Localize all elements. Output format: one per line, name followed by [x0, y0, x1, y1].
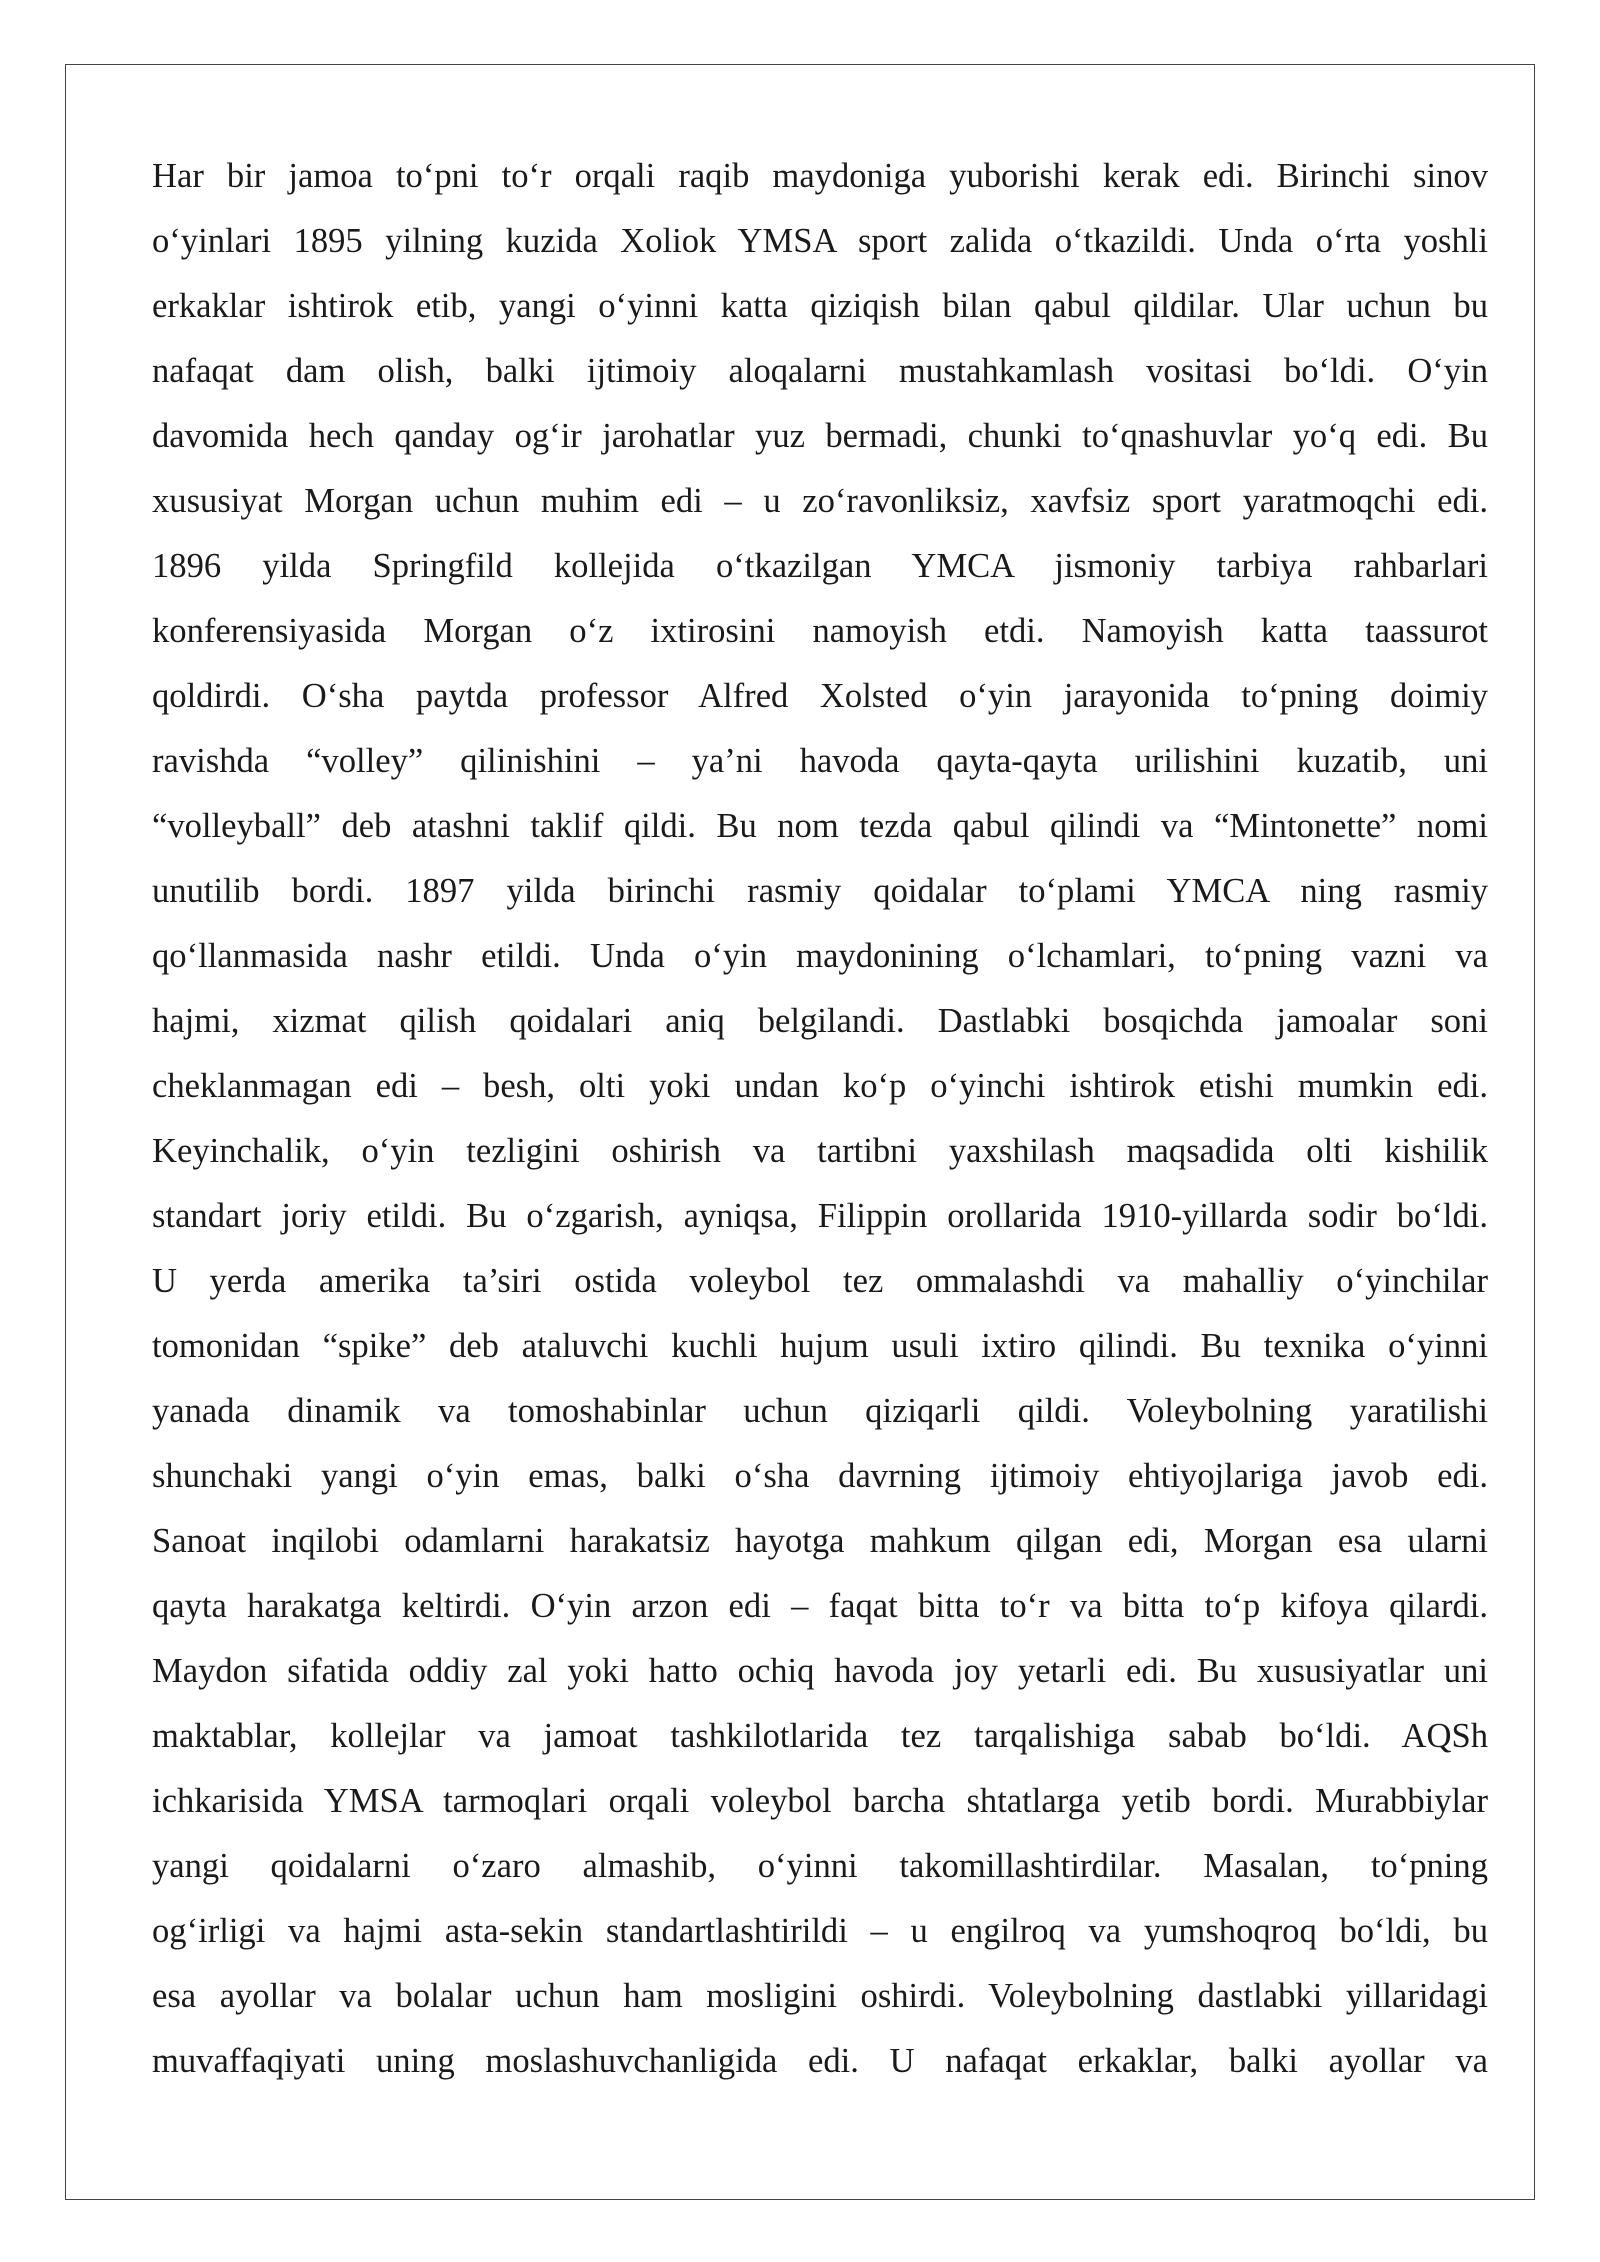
text-line: Sanoat inqilobi odamlarni harakatsiz hayotga mahkum qilgan edi, Morgan esa ularni [152, 1522, 1488, 1560]
text-line: 1896 yilda Springfild kollejida o‘tkazilgan YMCA jismoniy tarbiya rahbarlari [152, 547, 1488, 585]
text-line: xususiyat Morgan uchun muhim edi – u zo‘ravonliksiz, xavfsiz sport yaratmoqchi edi. [152, 482, 1488, 520]
text-line: Keyinchalik, o‘yin tezligini oshirish va tartibni yaxshilash maqsadida olti kishilik [152, 1132, 1488, 1170]
text-line: konferensiyasida Morgan o‘z ixtirosini namoyish etdi. Namoyish katta taassurot [152, 612, 1488, 650]
text-line: erkaklar ishtirok etib, yangi o‘yinni katta qiziqish bilan qabul qildilar. Ular uchun bu [152, 287, 1488, 325]
text-line: U yerda amerika ta’siri ostida voleybol tez ommalashdi va mahalliy o‘yinchilar [152, 1262, 1488, 1300]
text-line: esa ayollar va bolalar uchun ham mosligini oshirdi. Voleybolning dastlabki yillaridagi [152, 1977, 1488, 2015]
text-line: qo‘llanmasida nashr etildi. Unda o‘yin maydonining o‘lchamlari, to‘pning vazni va [152, 937, 1488, 975]
text-line: ichkarisida YMSA tarmoqlari orqali voleybol barcha shtatlarga yetib bordi. Murabbiylar [152, 1782, 1488, 1820]
text-line: nafaqat dam olish, balki ijtimoiy aloqalarni mustahkamlash vositasi bo‘ldi. O‘yin [152, 352, 1488, 390]
text-line: muvaffaqiyati uning moslashuvchanligida edi. U nafaqat erkaklar, balki ayollar va [152, 2042, 1488, 2080]
text-line: ravishda “volley” qilinishini – ya’ni havoda qayta-qayta urilishini kuzatib, uni [152, 742, 1488, 780]
text-line: qayta harakatga keltirdi. O‘yin arzon edi – faqat bitta to‘r va bitta to‘p kifoya qilardi. [152, 1587, 1488, 1625]
text-line: davomida hech qanday og‘ir jarohatlar yuz bermadi, chunki to‘qnashuvlar yo‘q edi. Bu [152, 417, 1488, 455]
text-line: Har bir jamoa to‘pni to‘r orqali raqib maydoniga yuborishi kerak edi. Birinchi sinov [152, 157, 1488, 195]
text-line: og‘irligi va hajmi asta-sekin standartlashtirildi – u engilroq va yumshoqroq bo‘ldi, bu [152, 1912, 1488, 1950]
text-line: cheklanmagan edi – besh, olti yoki undan ko‘p o‘yinchi ishtirok etishi mumkin edi. [152, 1067, 1488, 1105]
text-line: Maydon sifatida oddiy zal yoki hatto ochiq havoda joy yetarli edi. Bu xususiyatlar uni [152, 1652, 1488, 1690]
text-line: yangi qoidalarni o‘zaro almashib, o‘yinni takomillashtirdilar. Masalan, to‘pning [152, 1847, 1488, 1885]
text-line: standart joriy etildi. Bu o‘zgarish, ayniqsa, Filippin orollarida 1910-yillarda sodir bo‘ldi. [152, 1197, 1488, 1235]
text-line: maktablar, kollejlar va jamoat tashkilotlarida tez tarqalishiga sabab bo‘ldi. AQSh [152, 1717, 1488, 1755]
text-line: qoldirdi. O‘sha paytda professor Alfred Xolsted o‘yin jarayonida to‘pning doimiy [152, 677, 1488, 715]
text-line: tomonidan “spike” deb ataluvchi kuchli hujum usuli ixtiro qilindi. Bu texnika o‘yinni [152, 1327, 1488, 1365]
text-line: “volleyball” deb atashni taklif qildi. Bu nom tezda qabul qilindi va “Mintonette” nomi [152, 807, 1488, 845]
text-line: hajmi, xizmat qilish qoidalari aniq belgilandi. Dastlabki bosqichda jamoalar soni [152, 1002, 1488, 1040]
body-paragraph [152, 144, 1488, 2094]
text-line: unutilib bordi. 1897 yilda birinchi rasmiy qoidalar to‘plami YMCA ning rasmiy [152, 872, 1488, 910]
text-line: yanada dinamik va tomoshabinlar uchun qiziqarli qildi. Voleybolning yaratilishi [152, 1392, 1488, 1430]
text-line: o‘yinlari 1895 yilning kuzida Xoliok YMSA sport zalida o‘tkazildi. Unda o‘rta yoshli [152, 222, 1488, 260]
text-line: shunchaki yangi o‘yin emas, balki o‘sha davrning ijtimoiy ehtiyojlariga javob edi. [152, 1457, 1488, 1495]
